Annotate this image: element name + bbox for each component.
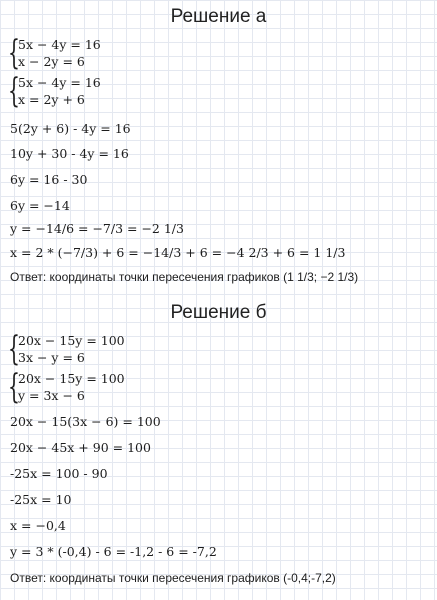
equation: x = 2y + 6 [18,92,85,107]
equation: 3x − y = 6 [18,350,85,365]
section-b-title: Решение б [170,302,267,323]
equation: 20x − 15y = 100 [18,371,125,386]
system-b-1 [8,329,125,369]
equation: 5x − 4y = 16 [18,37,101,52]
step-b-3: -25x = 100 - 90 [10,466,108,481]
system-a-2 [8,71,101,111]
equation: y = 3x − 6 [18,388,85,403]
step-b-2: 20x − 45x + 90 = 100 [10,440,151,455]
section-a-title: Решение а [170,6,267,27]
system-a-1 [8,33,101,73]
equation: 20x − 15y = 100 [18,333,125,348]
system-b-2 [8,367,125,407]
step-b-4: -25x = 10 [10,492,72,507]
step-a-1: 5(2y + 6) - 4y = 16 [10,121,131,136]
brace-icon: { [8,367,20,407]
step-a-3: 6y = 16 - 30 [10,172,88,187]
step-b-5: x = −0,4 [10,518,66,533]
equation: x − 2y = 6 [18,54,85,69]
step-a-6: x = 2 * (−7/3) + 6 = −14/3 + 6 = −4 2/3 + 6 = 1 1/3 [10,245,346,260]
step-a-4: 6y = −14 [10,198,70,213]
brace-icon: { [8,33,20,73]
brace-icon: { [8,71,20,111]
step-b-1: 20x − 15(3x − 6) = 100 [10,414,161,429]
answer-b: Ответ: координаты точки пересечения графиков (-0,4;-7,2) [10,571,336,585]
answer-a: Ответ: координаты точки пересечения графиков (1 1/3; −2 1/3) [10,270,359,284]
equation: 5x − 4y = 16 [18,75,101,90]
step-a-2: 10y + 30 - 4y = 16 [10,146,129,161]
brace-icon: { [8,329,20,369]
step-a-5: y = −14/6 = −7/3 = −2 1/3 [10,221,184,236]
step-b-6: y = 3 * (-0,4) - 6 = -1,2 - 6 = -7,2 [10,544,217,559]
